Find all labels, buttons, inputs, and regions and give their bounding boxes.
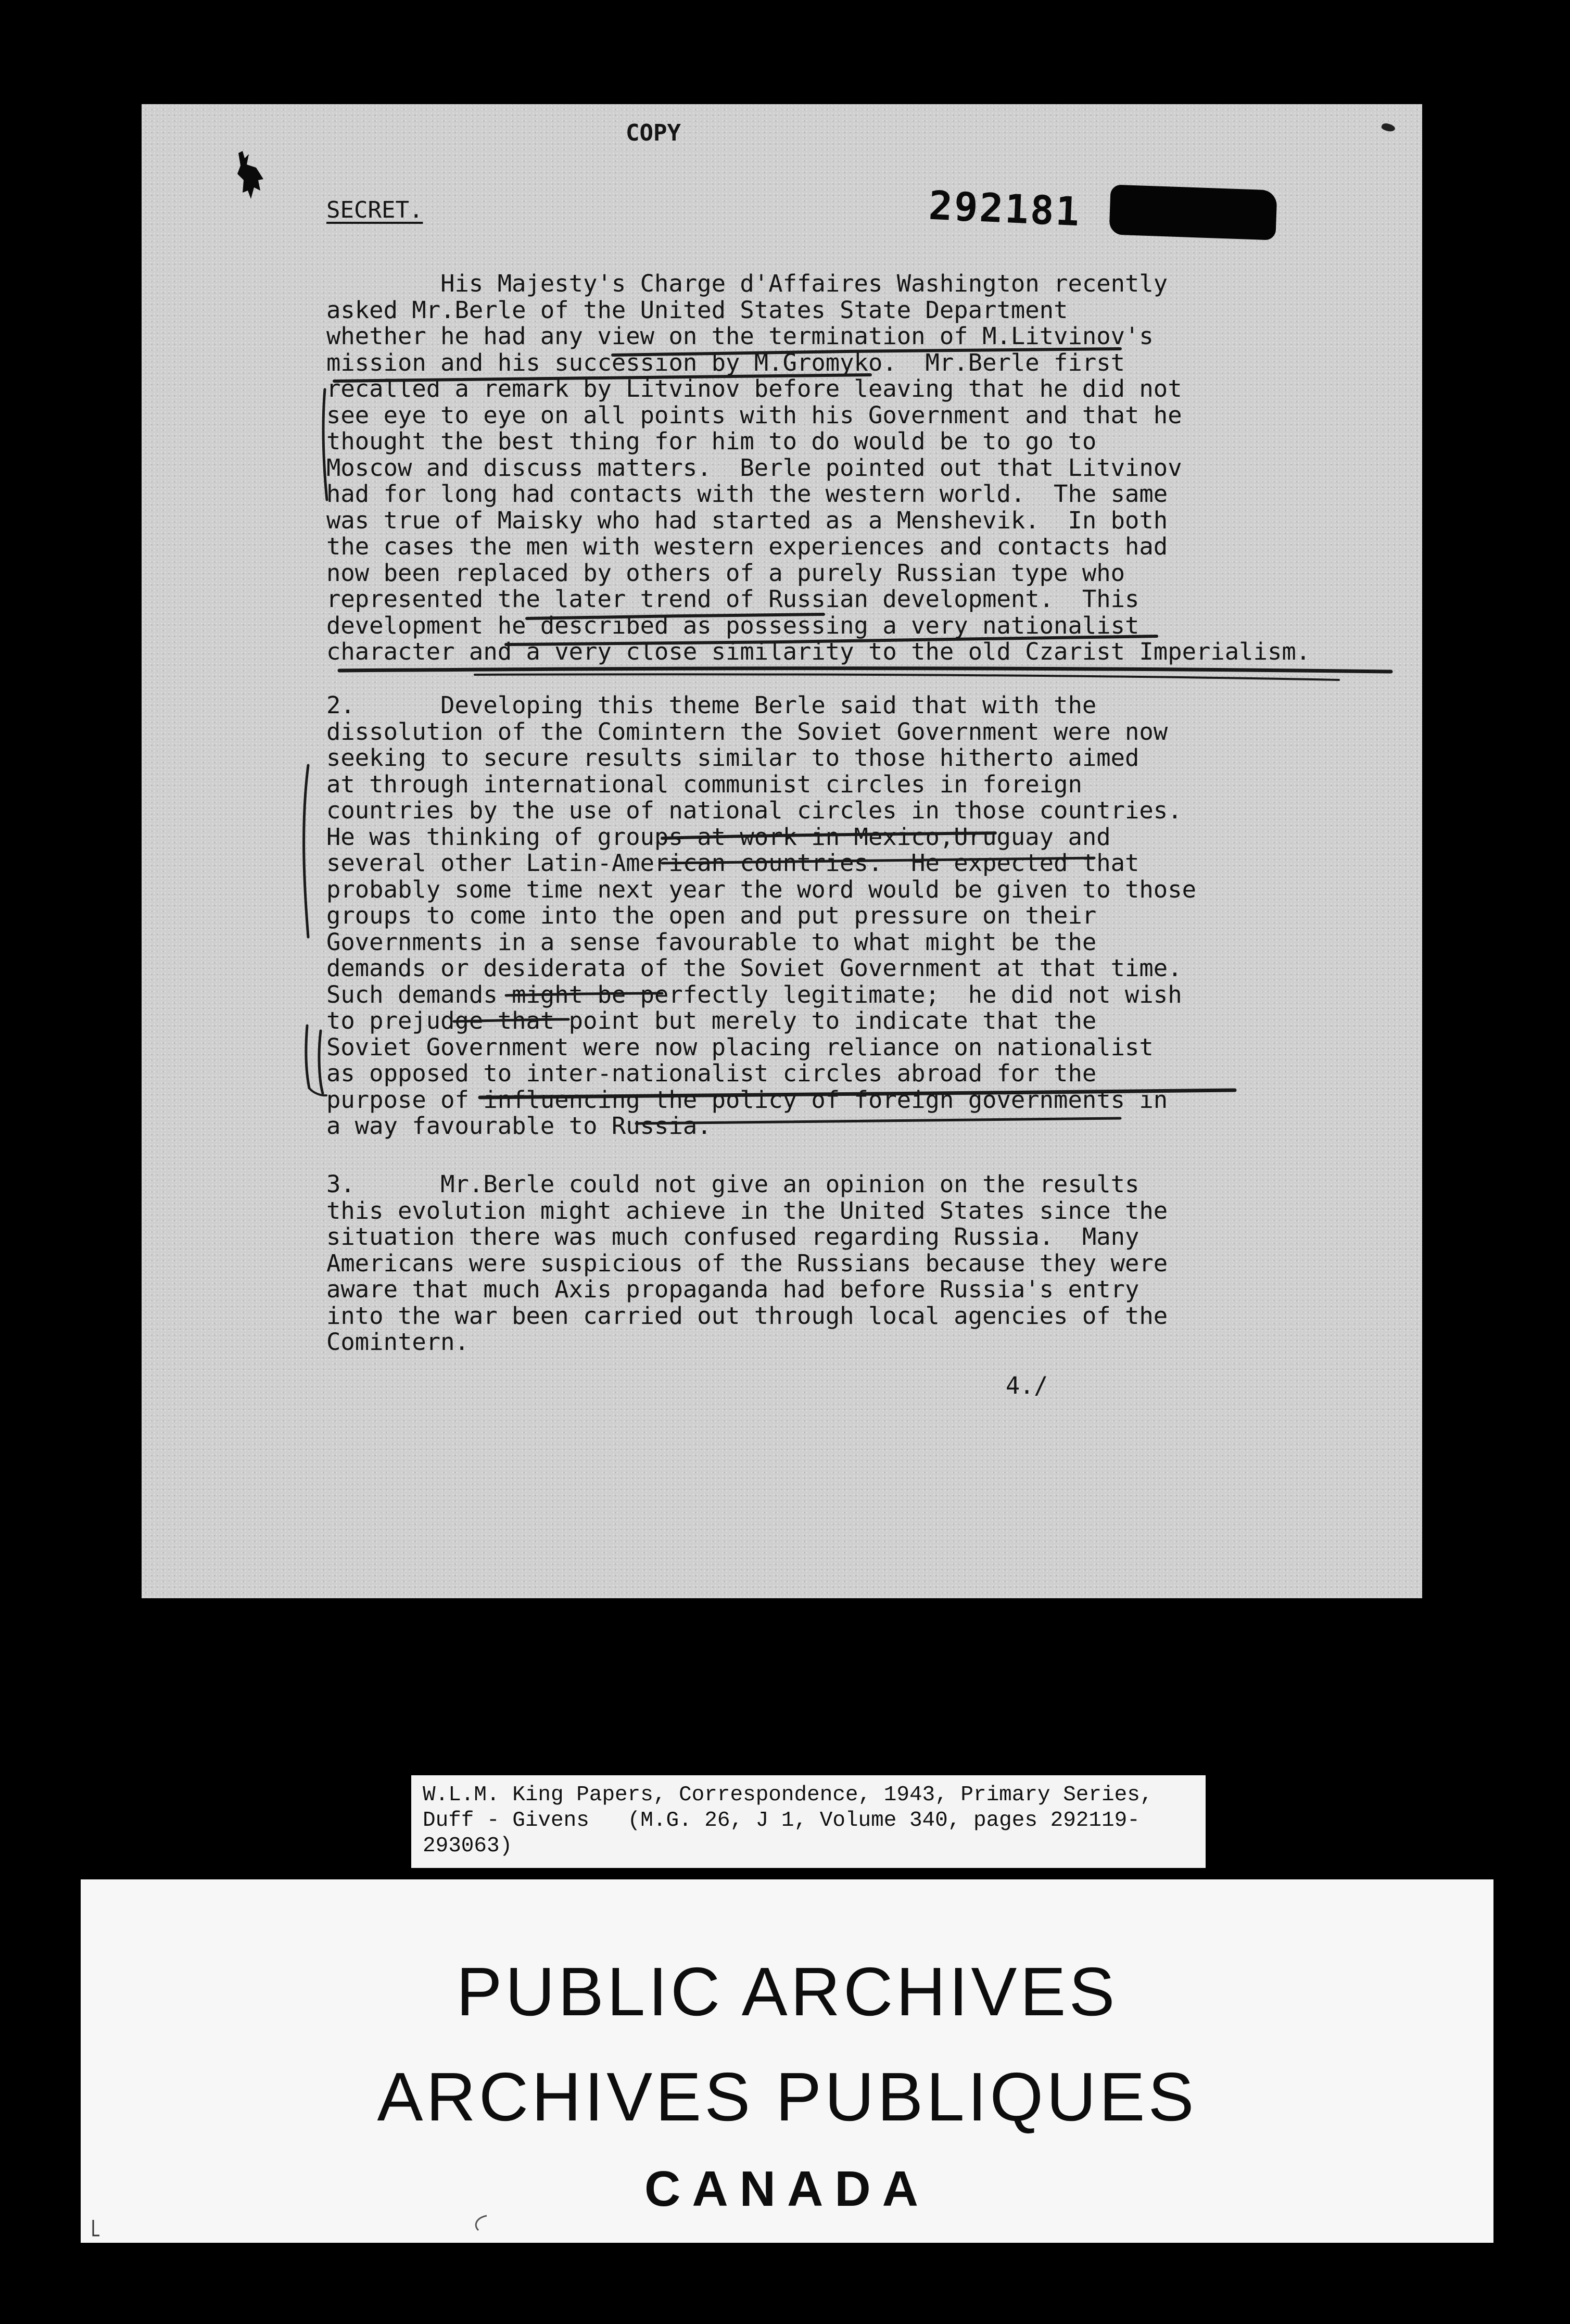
archives-card: [81, 1879, 1493, 2243]
underline-imperialism: [339, 668, 1391, 672]
underline-development: [527, 614, 824, 618]
underline-demands: [454, 1019, 568, 1021]
archives-country: CANADA: [644, 2161, 930, 2217]
reference-label: [411, 1775, 1206, 1868]
underline-gromyko: [334, 375, 870, 381]
margin-line-3a: [306, 1026, 309, 1088]
underline-nationalist: [480, 1090, 1235, 1097]
copy-label: COPY: [626, 120, 681, 146]
margin-hook-3: [309, 1088, 326, 1095]
document-number-stamp: 292181: [928, 182, 1082, 235]
underline-described: [506, 636, 1157, 645]
page-continuation: 4./: [1006, 1372, 1048, 1399]
archives-title-en: PUBLIC ARCHIVES: [456, 1953, 1118, 2030]
classification-label: SECRET.: [326, 197, 423, 223]
margin-line-1: [323, 389, 327, 500]
margin-line-3b: [319, 1031, 323, 1093]
archives-title-fr: ARCHIVES PUBLIQUES: [377, 2058, 1197, 2135]
margin-line-2: [304, 765, 308, 937]
paragraph-3: 3. Mr.Berle could not give an opinion on the results this evolution might achieve in the United States since the situation there was much confused regarding Russia. Many Americans were suspicious of the Russians because they were aware that much Axis propaganda had before Russia's entry into the war been carried out through local agencies of the Comintern.: [326, 1170, 1168, 1356]
paragraph-1: His Majesty's Charge d'Affaires Washington recently asked Mr.Berle of the United States State Department whether he had any view on the termination of M.Litvinov's mission and his succession by M.Gromyko. Mr.Berle first recalled a remark by Litvinov before leaving that he did not see eye to eye on all points with his Government and that he thought the best thing for him to do would be to go to Moscow and discuss matters. Berle pointed out that Litvinov had for long had contacts with the western world. The same was true of Maisky who had started as a Menshevik. In both the cases the men with western experiences and contacts had now been replaced by others of a purely Russian type who represented the later trend of Russian development. This development he described as possessing a very nationalist character and a very close similarity to the old Czarist Imperialism.: [326, 270, 1311, 665]
document-page: [142, 104, 1422, 1598]
corner-tick-mark: [88, 2218, 109, 2239]
reference-text: W.L.M. King Papers, Correspondence, 1943, Primary Series, Duff - Givens (M.G. 26, J 1, Volume 340, pages 292119- 293063): [423, 1783, 1153, 1858]
paragraph-2: 2. Developing this theme Berle said that with the dissolution of the Comintern the Soviet Government were now seeking to secure results similar to those hitherto aimed at through international communist circles in foreign countries by the use of national circles in those countries. He was thinking of groups at work in Mexico,Uruguay and several other Latin-American countries. He expected that probably some time next year the word would be given to those groups to come into the open and put pressure on their Governments in a sense favourable to what might be the demands or desiderata of the Soviet Government at that time. Such demands might be perfectly legitimate; he did not wish to prejudge that point but merely to indicate that the Soviet Government were now placing reliance on nationalist as opposed to inter-nationalist circles abroad for the purpose of influencing the policy of foreign governments in a way favourable to Russia.: [326, 691, 1196, 1140]
underline-internationalist: [636, 1118, 1120, 1123]
pencil-mark: [466, 2213, 497, 2233]
underline-desiderata: [506, 993, 662, 995]
underline-litvinov: [613, 349, 1120, 355]
underline-groups: [662, 858, 1094, 863]
underline-national-circles: [662, 833, 995, 838]
handwritten-markings: [142, 104, 1422, 1598]
underline-imperialism-2: [475, 674, 1339, 680]
